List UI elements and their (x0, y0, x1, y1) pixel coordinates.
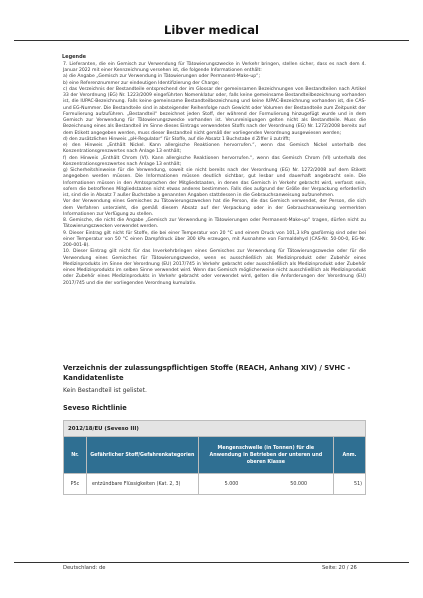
cell-category: entzündbare Flüssigkeiten (Kat. 2, 3) (86, 474, 198, 495)
legend-paragraph: f) den Hinweis „Enthält Chrom (VI). Kann allergische Reaktionen hervorrufen.“, wenn das Gemisch Chrom (VI) unterhalb des Konzentrationsgrenzwertes nach Anlage 13 enthält; (63, 155, 366, 167)
legend-paragraph: 10. Dieser Eintrag gilt nicht für das Inverkehrbringen eines Gemisches zur Verwendung für Tätowierungszwecke oder für die Verwendung eines Gemisches für Tätowierungszwecke, wenn es ausschließlich als Medizinprodukt oder Zubehör eines Medizinprodukts im Sinne der Verordnung (EU) 2017/745 in Verkehr gebracht oder ausschließlich als Medizinprodukt oder Zubehör eines Medizinprodukts im selben Sinne verwendet wird. Wenn das Gemisch möglicherweise nicht ausschließlich als Medizinprodukt oder Zubehör eines Medizinprodukts in Verkehr gebracht oder verwendet wird, gelten die Anforderungen der Verordnung (EU) 2017/745 und die der vorliegenden Verordnung kumulativ. (63, 249, 366, 286)
seveso-table (63, 420, 366, 495)
legend-paragraph: e) den Hinweis „Enthält Nickel. Kann allergische Reaktionen hervorrufen.“, wenn das Gemisch Nickel unterhalb des Konzentrationsgrenzwertes nach Anlage 13 enthält; (63, 143, 366, 155)
document-title: Libver medical (164, 23, 259, 37)
column-header-nr: Nr. (64, 437, 87, 474)
page-number: Seite: 20 / 26 (322, 565, 357, 571)
legend-paragraph: 7. Lieferanten, die ein Gemisch zur Verwendung für Tätowierungszwecke in Verkehr bringen, stellen sicher, dass es nach dem 4. Januar 2022 mit einer Kennzeichnung versehen ist, die folgende Informationen enthält: (63, 61, 366, 73)
seveso-section (63, 404, 366, 412)
reach-body: Kein Bestandteil ist gelistet. (63, 387, 147, 395)
column-header-notes: Anm. (334, 437, 366, 474)
reach-section (63, 364, 366, 396)
cell-threshold (198, 474, 333, 495)
seveso-table-caption: 2012/18/EU (Seveso III) (64, 421, 366, 437)
cell-notes: 51) (334, 474, 366, 495)
seveso-title: Seveso Richtlinie (63, 404, 127, 412)
legend-paragraph: 9. Dieser Eintrag gilt nicht für Stoffe, die bei einer Temperatur von 20 °C und einem Druck von 101,3 kPa gasförmig sind oder bei einer Temperatur von 50 °C einen Dampfdruck über 300 kPa erzeugen, mit Ausnahme von Formaldehyd (CAS-Nr. 50-00-0, EG-Nr. 200-001-8). (63, 230, 366, 248)
column-header-threshold: Mengenschwelle (in Tonnen) für die Anwendung in Betrieben der unteren und oberen Klasse (198, 437, 333, 474)
legend-paragraph: d) den zusätzlichen Hinweis „pH-Regulator“ für Stoffe, auf die Absatz 1 Buchstabe d Ziffer ii zutrifft; (63, 136, 291, 142)
page-header (0, 0, 423, 44)
legend-paragraph: c) das Verzeichnis der Bestandteile entsprechend der im Glossar der gemeinsamen Bezeichnungen von Bestandteilen nach Artikel 33 der Verordnung (EG) Nr. 1223/2009 eingeführten Nomenklatur oder, falls keine gemeinsame Bestandteilbezeichnung vorhanden ist, die IUPAC-Bezeichnung. Falls keine gemeinsame Bestandteilbezeichnung und keine IUPAC-Bezeichnung vorhanden ist, die CAS- und EG-Nummer. Die Bestandteile sind in absteigender Reihenfolge nach Gewicht oder Volumen der Bestandteile zum Zeitpunkt der Formulierung aufzuführen. „Bestandteil“ bezeichnet jeden Stoff, der während der Formulierung hinzugefügt wurde und in dem Gemisch zur Verwendung für Tätowierungszwecke vorhanden ist. Verunreinigungen gelten nicht als Bestandteile. Muss die Bezeichnung eines als Bestandteil im Sinne dieses Eintrags verwendeten Stoffs nach der Verordnung (EG) Nr. 1272/2008 bereits auf dem Etikett angegeben werden, muss dieser Bestandteil nicht gemäß der vorliegenden Verordnung ausgewiesen werden; (63, 86, 366, 136)
legend-section (63, 54, 366, 287)
threshold-upper: 50.000 (290, 481, 308, 487)
column-header-category: Gefährlicher Stoff/Gefahrenkategorien (86, 437, 198, 474)
seveso-table-header (64, 437, 366, 474)
legend-paragraph: g) Sicherheitshinweise für die Verwendung, soweit sie nicht bereits nach der Verordnung (EG) Nr. 1272/2008 auf dem Etikett angegeben werden müssen. Die Informationen müssen deutlich sichtbar, gut lesbar und dauerhaft angebracht sein. Die Informationen müssen in den Amtssprachen der Mitgliedstaaten, in denen das Gemisch in Verkehr gebracht wird, verfasst sein, sofern die betroffenen Mitgliedstaaten nicht etwas anderes bestimmen. Falls dies aufgrund der Größe der Verpackung erforderlich ist, sind die in Absatz 7 außer Buchstabe a genannten Angaben stattdessen in die Gebrauchsanweisung aufzunehmen. (63, 168, 366, 198)
table-row (64, 474, 366, 495)
footer-divider (14, 562, 409, 563)
footer-country: Deutschland: de (63, 565, 106, 571)
legend-paragraph: Vor der Verwendung eines Gemisches zu Tätowierungszwecken hat die Person, die das Gemisch verwendet, der Person, die sich dem Verfahren unterzieht, die gemäß diesem Absatz auf der Verpackung oder in der Gebrauchsanweisung vermerkten Informationen zur Verfügung zu stellen. (63, 199, 366, 217)
threshold-lower: 5.000 (224, 481, 239, 487)
legend-paragraph: 8. Gemische, die nicht die Angabe „Gemisch zur Verwendung in Tätowierungen oder Permanent-Make-up“ tragen, dürfen nicht zu Tätowierungszwecken verwendet werden. (63, 218, 366, 230)
legend-heading: Legende (62, 54, 87, 60)
cell-nr: P5c (64, 474, 87, 495)
legend-paragraph: b) eine Referenznummer zur eindeutigen Identifizierung der Charge; (63, 80, 220, 86)
reach-title: Verzeichnis der zulassungspflichtigen Stoffe (REACH, Anhang XIV) / SVHC - Kandidatenliste (63, 364, 351, 382)
header-divider (14, 40, 409, 41)
legend-paragraph: a) die Angabe „Gemisch zur Verwendung in Tätowierungen oder Permanent-Make-up“; (63, 74, 261, 80)
